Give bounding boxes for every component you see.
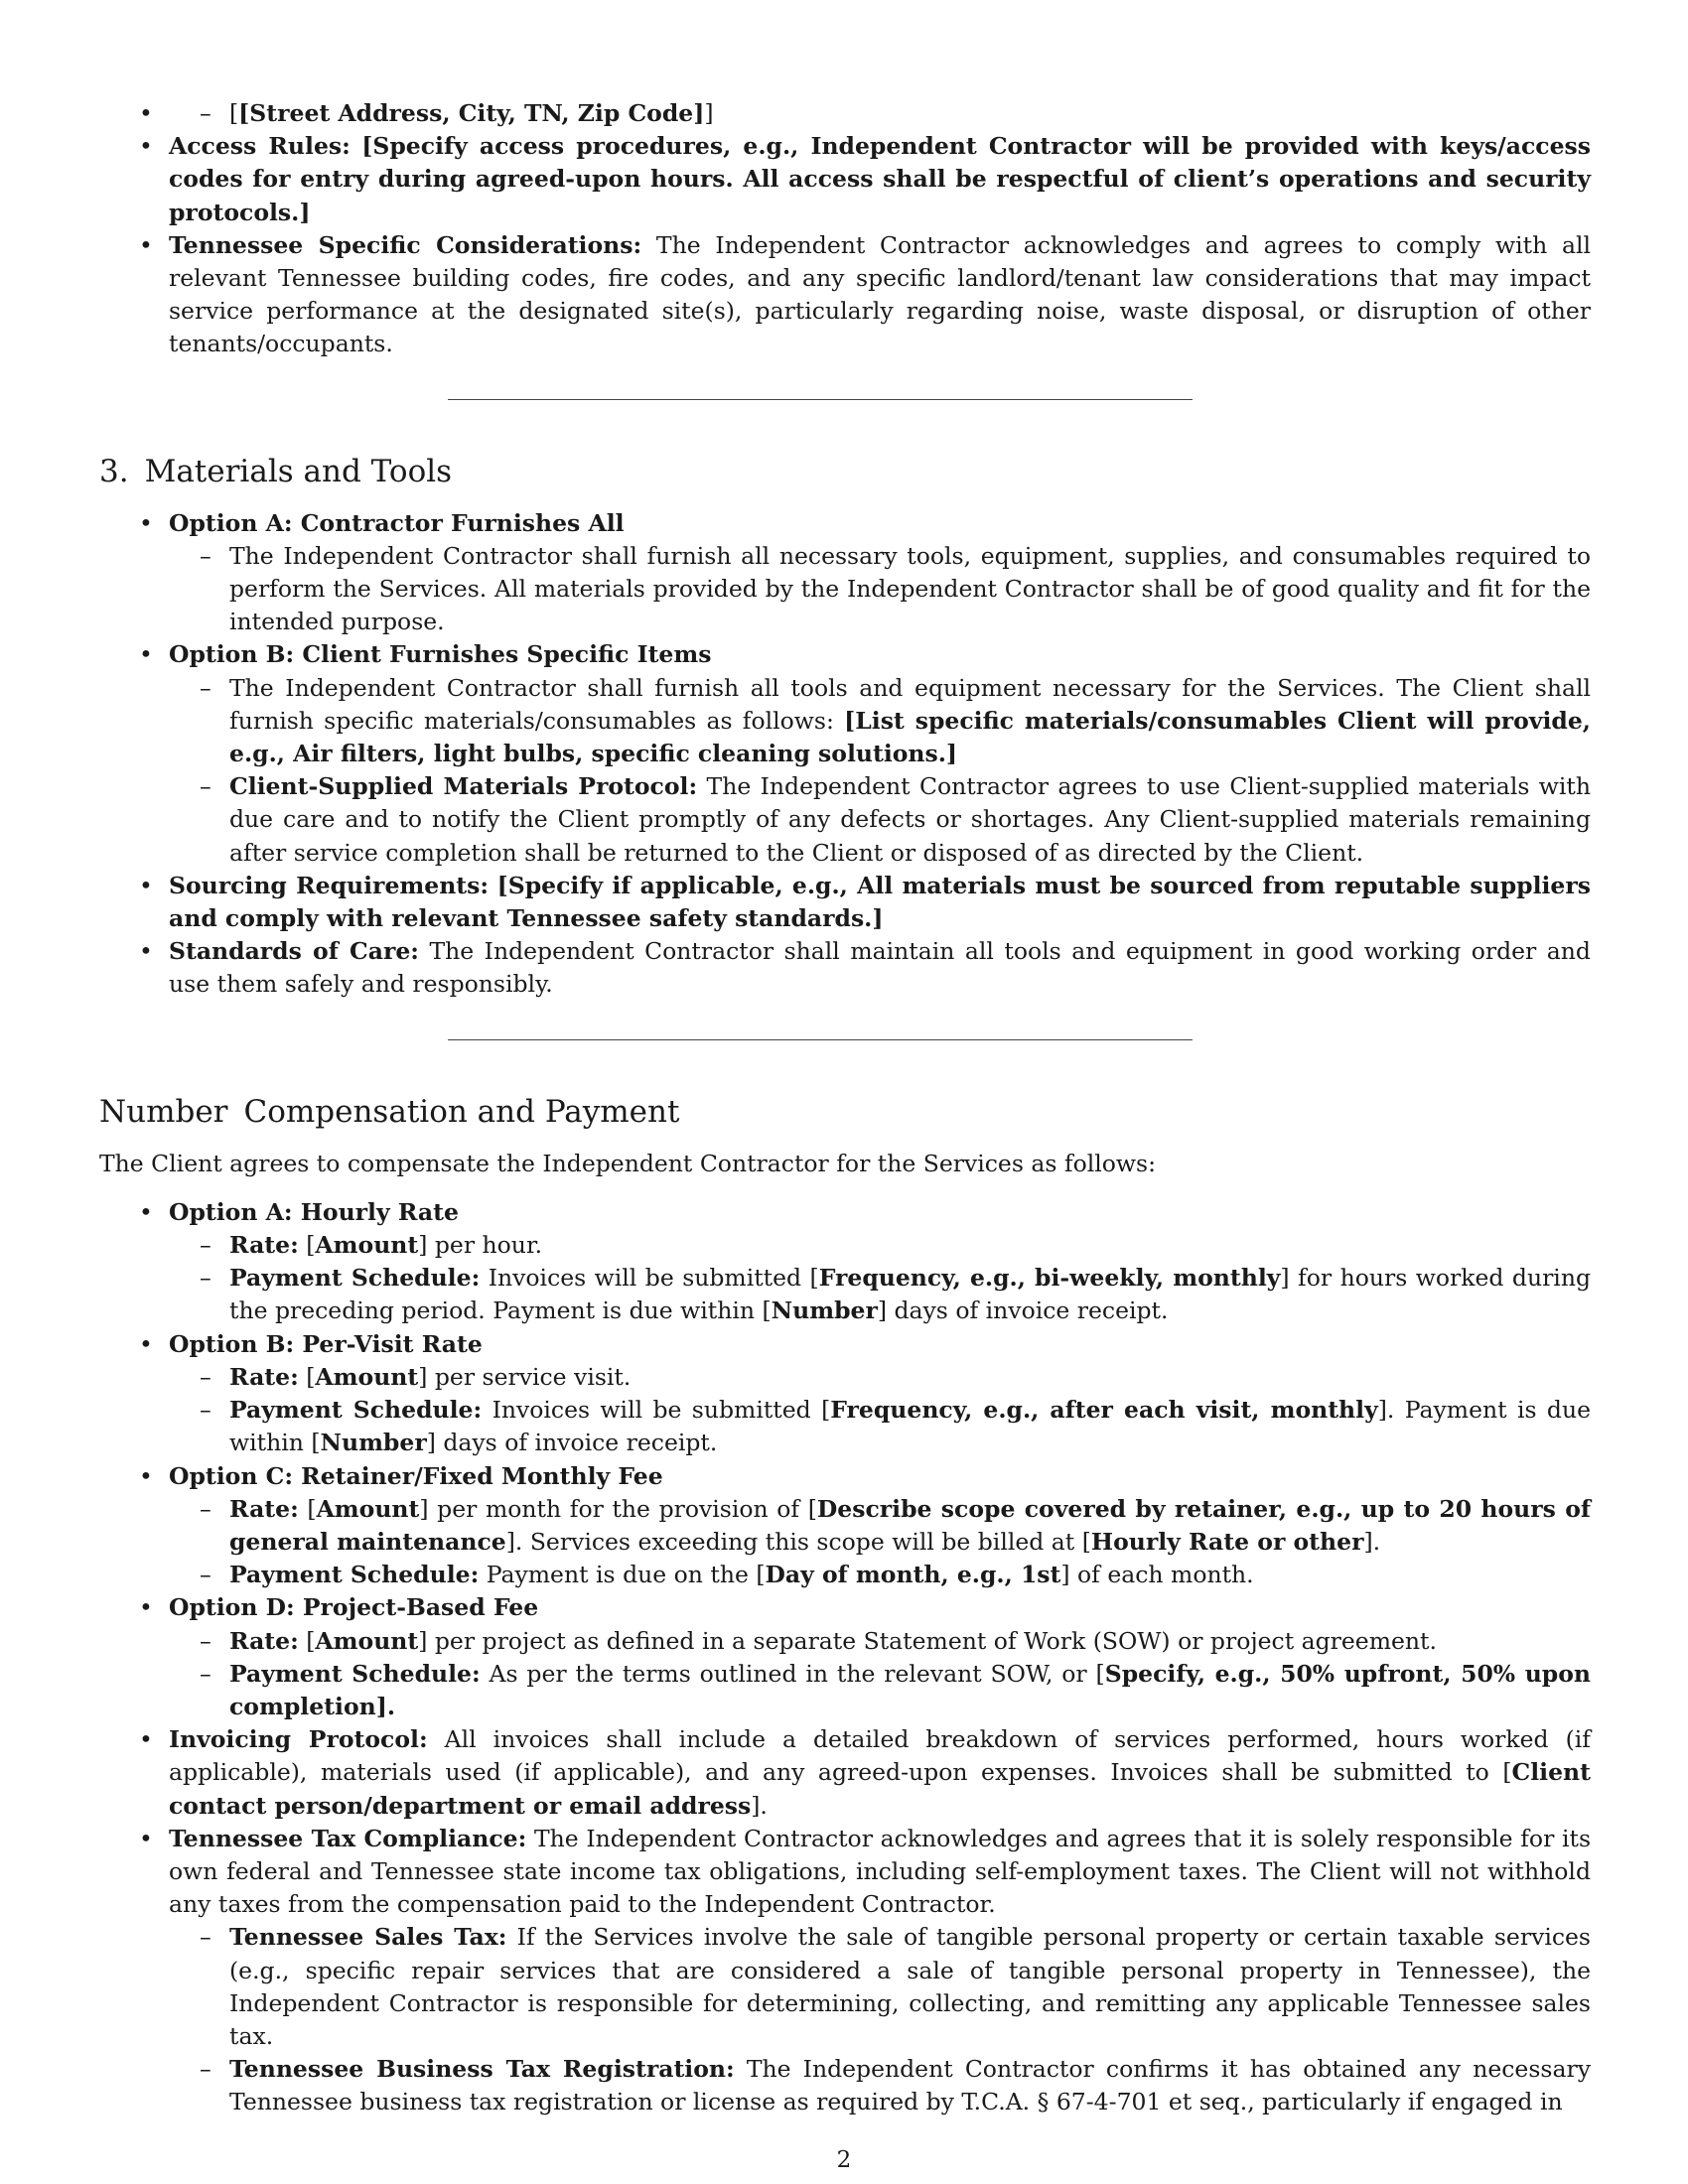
project-option-item <box>169 1591 1591 1723</box>
hourly-frequency: Frequency, e.g., bi-weekly, monthly <box>818 1264 1281 1293</box>
option-b-item <box>169 638 1591 869</box>
access-rules-text: [Specify access procedures, e.g., Independent Contractor will be provided with keys/access codes for entry during agreed-upon hours. All access shall be respectful of client’s operations and security protocols.] <box>169 132 1592 226</box>
per-visit-option-label: Option B: Per-Visit Rate <box>169 1329 483 1358</box>
option-a-text: – The Independent Contractor shall furnish all necessary tools, equipment, supplies, and consumables required to perform the Services. All materials provided by the Independent Contractor shall be of good quality and fit for the intended purpose. <box>229 540 1591 639</box>
project-specify: Specify, e.g., 50% upfront, 50% upon completion <box>229 1659 1591 1720</box>
care-text: The Independent Contractor shall maintain all tools and equipment in good working order and use them safely and responsibly. <box>169 937 1591 999</box>
option-a-label: Option A: Contractor Furnishes All <box>169 508 625 537</box>
amount-placeholder: Amount <box>315 1362 419 1391</box>
retainer-option-label: Option C: Retainer/Fixed Monthly Fee <box>169 1461 663 1490</box>
hourly-sched-1: Invoices will be submitted [ <box>488 1264 819 1293</box>
tax-compliance-text: The Independent Contractor acknowledges and agrees that it is solely responsible for its own federal and Tennessee state income tax obligations, including self-employment taxes. The Client will not withhold any taxes from the compensation paid to the Independent Contractor. <box>169 1824 1592 1919</box>
per-visit-sched-2: ]. Payment is due within [ <box>229 1396 1591 1457</box>
section-4-title: Compensation and Payment <box>243 1093 680 1130</box>
amount-placeholder: Amount <box>316 1494 420 1523</box>
hourly-option-item <box>169 1196 1591 1328</box>
protocol-text: The Independent Contractor agrees to use Client-supplied materials with due care and to notify the Client promptly of any defects or shortages. Any Client-supplied materials remaining after service completion shall be returned to the Client or disposed of as directed by the Client. <box>229 772 1591 867</box>
option-b-label: Option B: Client Furnishes Specific Items <box>169 640 712 669</box>
project-sublist <box>169 1625 1591 1724</box>
hourly-rate-text: ] per hour. <box>418 1231 543 1260</box>
project-rate-text: ] per project as defined in a separate Statement of Work (SOW) or project agreement. <box>418 1626 1437 1655</box>
hourly-sched-2: ] for hours worked during the preceding period. Payment is due within [ <box>229 1264 1592 1325</box>
page-number: 2 <box>836 2147 852 2173</box>
sourcing-label: Sourcing Requirements: <box>169 871 490 899</box>
rate-label: Rate: <box>229 1626 299 1655</box>
hourly-sublist <box>169 1229 1591 1328</box>
tennessee-considerations-item <box>169 229 1591 361</box>
project-sched-1: As per the terms outlined in the relevant SOW, or [ <box>489 1659 1105 1688</box>
sourcing-item <box>169 870 1591 935</box>
retainer-day: Day of month, e.g., 1st <box>765 1561 1061 1589</box>
rate-label: Rate: <box>229 1494 299 1523</box>
rate-label: Rate: <box>229 1231 299 1260</box>
tn-considerations-text: The Independent Contractor acknowledges and agrees to comply with all relevant Tennessee building codes, fire codes, and any specific landlord/tenant law considerations that may impact service performance at the designated site(s), particularly regarding noise, waste disposal, or disruption of other tenants/occupants. <box>169 230 1591 358</box>
care-item <box>169 935 1591 1001</box>
tax-sublist <box>169 1921 1591 2118</box>
page-content <box>99 97 1591 2119</box>
per-visit-option-item <box>169 1328 1591 1460</box>
hourly-sched-3: ] days of invoice receipt. <box>877 1297 1169 1325</box>
address-line: – • [[Street Address, City, TN, Zip Code]] <box>229 97 1591 130</box>
invoicing-item <box>169 1723 1591 1823</box>
section-4-heading <box>99 1092 1591 1132</box>
invoicing-end: ]. <box>751 1791 768 1820</box>
care-label: Standards of Care: <box>169 937 419 966</box>
address-sublist <box>169 97 1591 130</box>
access-rules-item <box>169 130 1591 229</box>
section2-continued-list <box>99 97 1591 361</box>
schedule-label: Payment Schedule: <box>229 1659 481 1688</box>
option-a-item <box>169 507 1591 639</box>
per-visit-rate-text: ] per service visit. <box>418 1362 632 1391</box>
retainer-rate-2: ]. Services exceeding this scope will be billed at [ <box>505 1527 1091 1556</box>
hourly-option-label: Option A: Hourly Rate <box>169 1197 459 1226</box>
hourly-schedule <box>229 1262 1591 1327</box>
section-divider <box>448 399 1193 400</box>
section-3-list <box>99 507 1591 1002</box>
sales-tax-label: Tennessee Sales Tax: <box>229 1923 507 1952</box>
protocol-label: Client-Supplied Materials Protocol: <box>229 772 698 801</box>
invoicing-text: All invoices shall include a detailed breakdown of services performed, hours worked (if applicable), materials used (if applicable), and any agreed-upon expenses. Invoices shall be submitted to [ <box>169 1725 1591 1787</box>
project-rate: – Rate: [Amount] per project as defined in a separate Statement of Work (SOW) or project agreement. <box>229 1625 1591 1658</box>
schedule-label: Payment Schedule: <box>229 1264 481 1293</box>
retainer-rate-1: ] per month for the provision of [ <box>419 1494 817 1523</box>
project-option-label: Option D: Project-Based Fee <box>169 1593 539 1622</box>
access-rules-label: Access Rules: <box>169 132 351 161</box>
option-b-sublist <box>169 672 1591 870</box>
number-placeholder: Number <box>320 1429 427 1457</box>
section-4-intro: The Client agrees to compensate the Independent Contractor for the Services as follows: <box>99 1149 1157 1177</box>
hourly-rate: – Rate: [Amount] per hour. <box>229 1229 1591 1262</box>
option-b-bold: [List specific materials/consumables Client will provide, e.g., Air filters, light bulbs, specific cleaning solutions.] <box>229 706 1591 768</box>
amount-placeholder: Amount <box>315 1231 419 1260</box>
per-visit-sched-1: Invoices will be submitted [ <box>492 1396 831 1425</box>
section-3-title: Materials and Tools <box>144 453 453 489</box>
tax-compliance-label: Tennessee Tax Compliance: <box>169 1824 527 1852</box>
business-tax-text: The Independent Contractor confirms it has obtained any necessary Tennessee business tax registration or license as required by T.C.A. § 67-4-701 et seq., particularly if engaged in <box>229 2055 1591 2116</box>
amount-placeholder: Amount <box>315 1626 419 1655</box>
per-visit-frequency: Frequency, e.g., after each visit, monthly <box>830 1396 1378 1425</box>
invoicing-contact: Client contact person/department or email address <box>169 1758 1591 1820</box>
retainer-sched-1: Payment is due on the [ <box>486 1561 766 1589</box>
rate-label: Rate: <box>229 1362 299 1391</box>
protocol-item <box>229 770 1591 870</box>
business-tax-item <box>229 2053 1591 2118</box>
per-visit-schedule <box>229 1394 1591 1459</box>
number-placeholder: Number <box>771 1297 878 1325</box>
option-b-text: The Independent Contractor shall furnish all tools and equipment necessary for the Services. The Client shall furnish specific materials/consumables as follows: <box>229 673 1591 735</box>
project-sched-end: ]. <box>375 1692 396 1720</box>
invoicing-label: Invoicing Protocol: <box>169 1725 428 1754</box>
sourcing-text: [Specify if applicable, e.g., All materials must be sourced from reputable suppliers and comply with relevant Tennessee safety standards.] <box>169 871 1591 933</box>
tn-considerations-label: Tennessee Specific Considerations: <box>169 230 642 259</box>
section-4-number: Number <box>99 1093 228 1130</box>
business-tax-label: Tennessee Business Tax Registration: <box>229 2055 735 2084</box>
sales-tax-item <box>229 1921 1591 2053</box>
schedule-label: Payment Schedule: <box>229 1396 483 1425</box>
sales-tax-text: If the Services involve the sale of tangible personal property or certain taxable services (e.g., specific repair services that are considered a sale of tangible personal property in Tennessee), the Independent Contractor is responsible for determining, collecting, and remitting any applicable Tennessee sales tax. <box>229 1923 1591 2050</box>
retainer-sched-2: ] of each month. <box>1060 1561 1254 1589</box>
per-visit-rate: – Rate: [Amount] per service visit. <box>229 1361 1591 1394</box>
retainer-scope: Describe scope covered by retainer, e.g., up to 20 hours of general maintenance <box>229 1494 1591 1556</box>
retainer-rate-3: ]. <box>1363 1527 1381 1556</box>
section-4-list <box>99 1196 1591 2119</box>
per-visit-sched-3: ] days of invoice receipt. <box>426 1429 718 1457</box>
section-3-number: 3. <box>99 453 129 489</box>
retainer-rate: – Rate: [Amount] per month for the provision of [Describe scope covered by retainer, e.g., up to 20 hours of general maintenance]. Services exceeding this scope will be billed at [Hourly Rate or other]. <box>229 1493 1591 1559</box>
list-item <box>169 97 1591 130</box>
section-divider <box>448 1039 1193 1040</box>
retainer-hourly-other: Hourly Rate or other <box>1090 1527 1364 1556</box>
retainer-sublist <box>169 1493 1591 1592</box>
section-3-heading <box>99 452 1591 491</box>
per-visit-sublist <box>169 1361 1591 1460</box>
retainer-option-item <box>169 1460 1591 1592</box>
option-a-sublist <box>169 540 1591 639</box>
address-text: [Street Address, City, TN, Zip Code] <box>238 99 705 127</box>
schedule-label: Payment Schedule: <box>229 1561 480 1589</box>
option-b-text-item <box>229 672 1591 771</box>
tax-compliance-item <box>169 1823 1591 2119</box>
retainer-schedule <box>229 1559 1591 1591</box>
project-schedule <box>229 1658 1591 1723</box>
